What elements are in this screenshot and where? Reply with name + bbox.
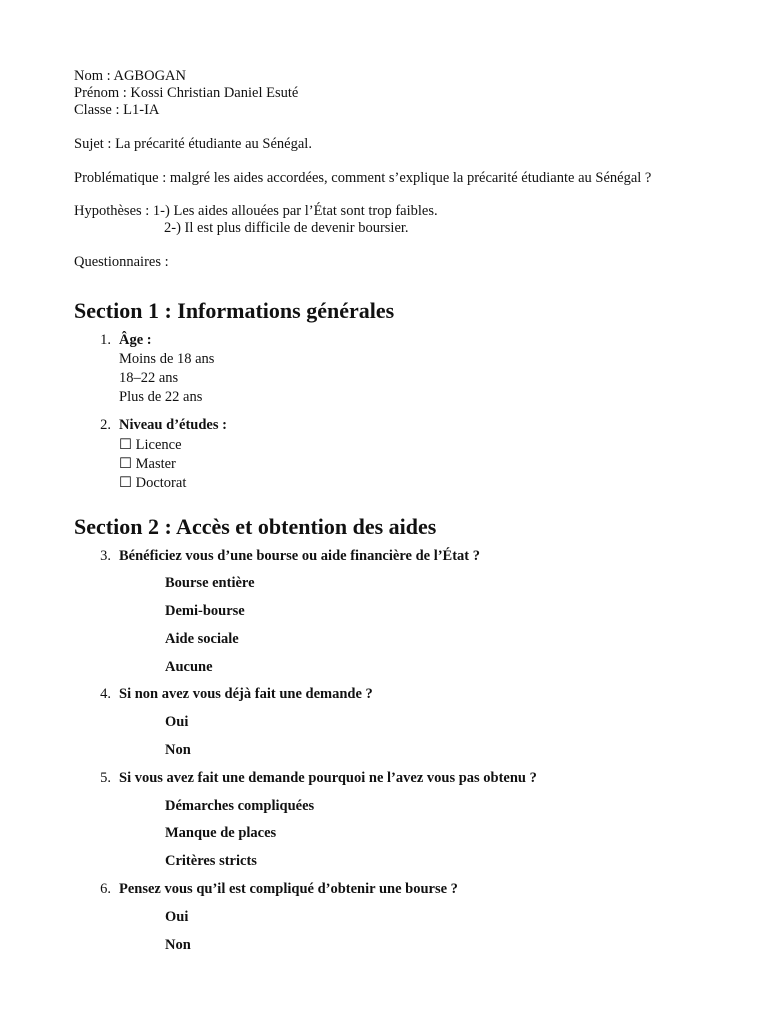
student-class: Classe : L1-IA [74,102,160,118]
study-level-option: ☐ Doctorat [119,475,187,491]
question-number: 1. [100,332,111,348]
difficulty-option: Non [165,937,191,953]
application-option: Oui [165,714,189,730]
rejection-option: Démarches compliquées [165,798,315,814]
study-level-option: ☐ Licence [119,437,182,453]
age-option: Moins de 18 ans [119,351,215,367]
question-financial-aid: Bénéficiez vous d’une bourse ou aide financière de l’État ? [119,548,481,564]
questionnaires-label: Questionnaires : [74,254,169,270]
hypothesis-1: Hypothèses : 1-) Les aides allouées par l’État sont trop faibles. [74,203,438,219]
aid-option: Demi-bourse [165,603,245,619]
question-rejection-reason: Si vous avez fait une demande pourquoi ne l’avez vous pas obtenu ? [119,770,537,786]
application-option: Non [165,742,191,758]
study-level-option: ☐ Master [119,456,176,472]
question-number: 3. [100,548,111,564]
problem-statement: Problématique : malgré les aides accordées, comment s’explique la précarité étudiante au Sénégal ? [74,170,652,186]
question-application: Si non avez vous déjà fait une demande ? [119,686,373,702]
age-option: 18–22 ans [119,370,179,386]
aid-option: Aucune [165,659,213,675]
aid-option: Aide sociale [165,631,239,647]
age-option: Plus de 22 ans [119,389,203,405]
student-name: Nom : AGBOGAN [74,68,186,84]
section-2-title: Section 2 : Accès et obtention des aides [74,514,437,539]
question-number: 5. [100,770,111,786]
question-number: 2. [100,417,111,433]
student-firstname: Prénom : Kossi Christian Daniel Esuté [74,85,299,101]
hypothesis-2: 2-) Il est plus difficile de devenir boursier. [164,220,409,236]
question-study-level: Niveau d’études : [119,417,227,433]
question-age: Âge : [119,332,152,348]
subject-line: Sujet : La précarité étudiante au Sénégal. [74,136,312,152]
rejection-option: Manque de places [165,825,277,841]
question-number: 4. [100,686,111,702]
difficulty-option: Oui [165,909,189,925]
rejection-option: Critères stricts [165,853,257,869]
section-1-title: Section 1 : Informations générales [74,298,395,323]
question-difficulty: Pensez vous qu’il est compliqué d’obtenir une bourse ? [119,881,458,897]
aid-option: Bourse entière [165,575,255,591]
question-number: 6. [100,881,111,897]
